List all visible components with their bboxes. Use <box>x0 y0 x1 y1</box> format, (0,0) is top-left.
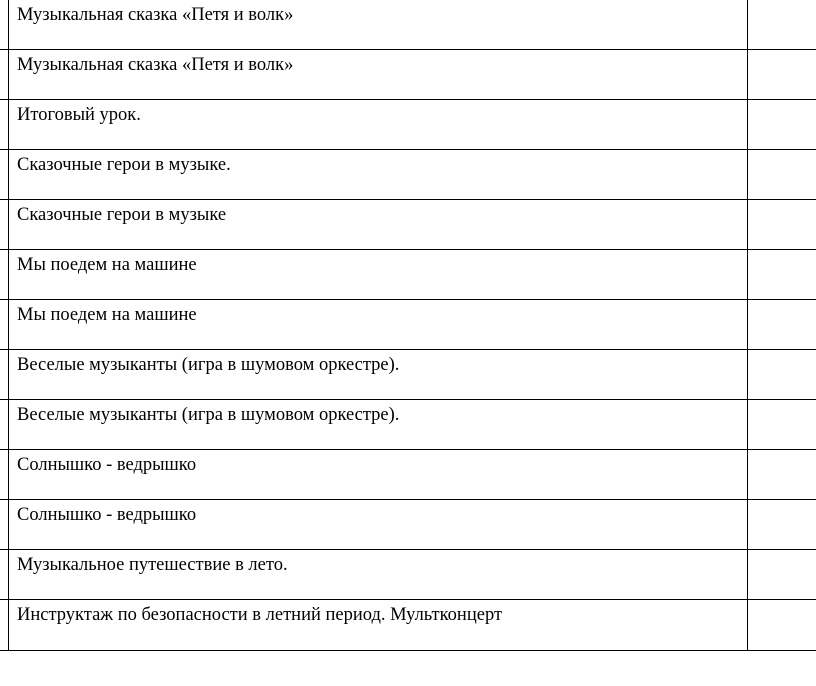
table-row <box>0 300 816 350</box>
lesson-topic-cell: Мы поедем на машине <box>9 300 748 350</box>
notes-cell <box>748 150 816 200</box>
lesson-topic-cell: Музыкальная сказка «Петя и волк» <box>9 50 748 100</box>
row-number-cell <box>0 0 9 50</box>
notes-cell <box>748 100 816 150</box>
lesson-topic-cell: Сказочные герои в музыке <box>9 200 748 250</box>
table-row <box>0 450 816 500</box>
row-number-cell <box>0 150 9 200</box>
row-number-cell <box>0 50 9 100</box>
lesson-topic-cell: Музыкальная сказка «Петя и волк» <box>9 0 748 50</box>
lesson-topic-cell: Мы поедем на машине <box>9 250 748 300</box>
table-row <box>0 200 816 250</box>
table-row <box>0 0 816 50</box>
row-number-cell <box>0 450 9 500</box>
lesson-topic-cell: Музыкальное путешествие в лето. <box>9 550 748 600</box>
row-number-cell <box>0 100 9 150</box>
notes-cell <box>748 200 816 250</box>
lesson-topic-cell: Инструктаж по безопасности в летний период. Мультконцерт <box>9 600 748 651</box>
row-number-cell <box>0 200 9 250</box>
table-row <box>0 550 816 600</box>
lesson-topic-cell: Сказочные герои в музыке. <box>9 150 748 200</box>
row-number-cell <box>0 400 9 450</box>
row-number-cell <box>0 250 9 300</box>
table-row <box>0 150 816 200</box>
row-number-cell <box>0 300 9 350</box>
lesson-topic-cell: Солнышко - ведрышко <box>9 450 748 500</box>
lesson-topic-cell: Веселые музыканты (игра в шумовом оркестре). <box>9 400 748 450</box>
row-number-cell <box>0 550 9 600</box>
table-row <box>0 500 816 550</box>
table-row <box>0 100 816 150</box>
lesson-topic-cell: Солнышко - ведрышко <box>9 500 748 550</box>
notes-cell <box>748 350 816 400</box>
notes-cell <box>748 300 816 350</box>
notes-cell <box>748 50 816 100</box>
notes-cell <box>748 550 816 600</box>
row-number-cell <box>0 600 9 651</box>
table-row <box>0 50 816 100</box>
notes-cell <box>748 0 816 50</box>
notes-cell <box>748 600 816 651</box>
notes-cell <box>748 500 816 550</box>
table-row <box>0 250 816 300</box>
lesson-topic-cell: Веселые музыканты (игра в шумовом оркестре). <box>9 350 748 400</box>
notes-cell <box>748 400 816 450</box>
table-row <box>0 350 816 400</box>
row-number-cell <box>0 500 9 550</box>
notes-cell <box>748 250 816 300</box>
lesson-topic-cell: Итоговый урок. <box>9 100 748 150</box>
notes-cell <box>748 450 816 500</box>
table-row <box>0 600 816 651</box>
row-number-cell <box>0 350 9 400</box>
table-row <box>0 400 816 450</box>
